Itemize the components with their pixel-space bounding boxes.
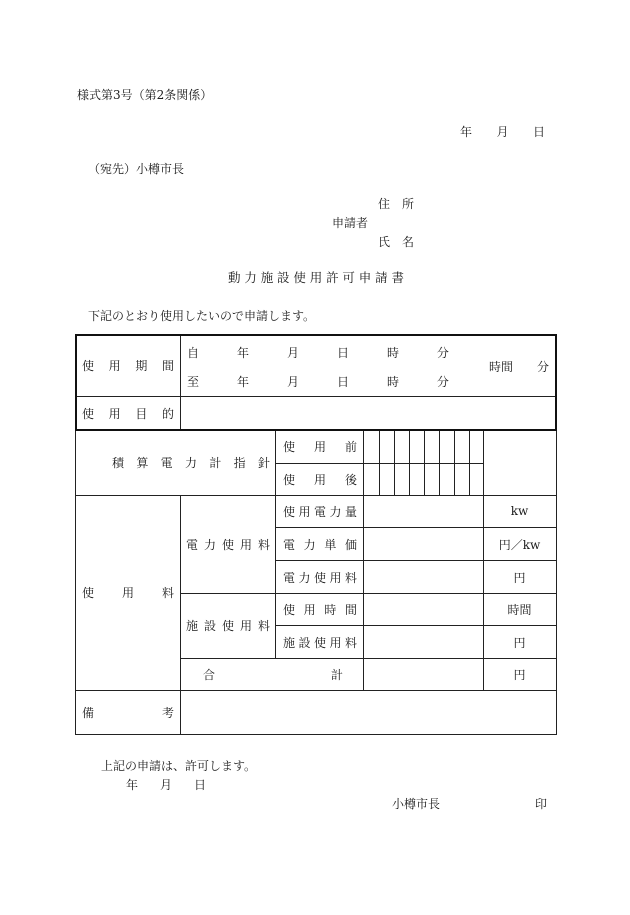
meter-before-label: 使 用 前	[283, 440, 357, 454]
row-unit-price-unit: 円／kw	[498, 537, 541, 552]
row-power-fee-label: 電 力 使 用 料	[283, 570, 357, 585]
applicant-label: 申請者	[332, 216, 369, 230]
purpose-label: 使 用 目 的	[82, 407, 174, 421]
application-table	[75, 334, 557, 735]
year-label: 年	[460, 125, 473, 139]
row-facility-fee-unit: 円	[513, 635, 526, 650]
document-title: 動 力 施 設 使 用 許 可 申 請 書	[228, 270, 404, 285]
seal-label: 印	[535, 797, 548, 811]
row-usage-hours-unit: 時間	[507, 603, 532, 617]
total-unit: 円	[513, 668, 526, 682]
row-power-fee-unit: 円	[513, 570, 526, 585]
addressee: （宛先）小樽市長	[88, 162, 185, 176]
row-facility-fee-label: 施 設 使 用 料	[283, 635, 357, 650]
row-power-usage-label: 使 用 電 力 量	[283, 504, 357, 519]
period-label: 使 用 期 間	[82, 358, 174, 373]
day-label: 日	[532, 125, 545, 139]
remarks-label: 備 考	[82, 706, 174, 720]
application-date	[460, 123, 545, 140]
power-fee-group-label: 電 力 使 用 料	[186, 537, 270, 552]
name-label: 氏 名	[378, 235, 414, 249]
row-usage-hours-label: 使 用 時 間	[283, 603, 357, 617]
address-label: 住 所	[378, 197, 414, 211]
meter-after-label: 使 用 後	[283, 473, 357, 487]
period-to: 至 年 月 日 時 分	[187, 375, 449, 389]
row-unit-price-label: 電 力 単 価	[283, 537, 357, 552]
period-from: 自 年 月 日 時 分	[187, 346, 449, 360]
form-number: 様式第3号（第2条関係）	[77, 88, 213, 102]
month-label: 月	[496, 125, 509, 139]
fee-label: 使 用 料	[82, 586, 174, 600]
approval-date: 年 月 日	[126, 778, 206, 792]
total-label: 合 計	[203, 668, 343, 682]
approval-statement: 上記の申請は、許可します。	[101, 759, 257, 773]
mayor-signature: 小樽市長	[392, 797, 441, 811]
facility-fee-group-label: 施 設 使 用 料	[186, 619, 270, 633]
row-power-usage-unit: kw	[510, 504, 529, 518]
period-duration: 時間 分	[489, 360, 549, 374]
intro-text: 下記のとおり使用したいので申請します。	[88, 309, 316, 323]
meter-label: 積 算 電 力 計 指 針	[112, 456, 270, 470]
